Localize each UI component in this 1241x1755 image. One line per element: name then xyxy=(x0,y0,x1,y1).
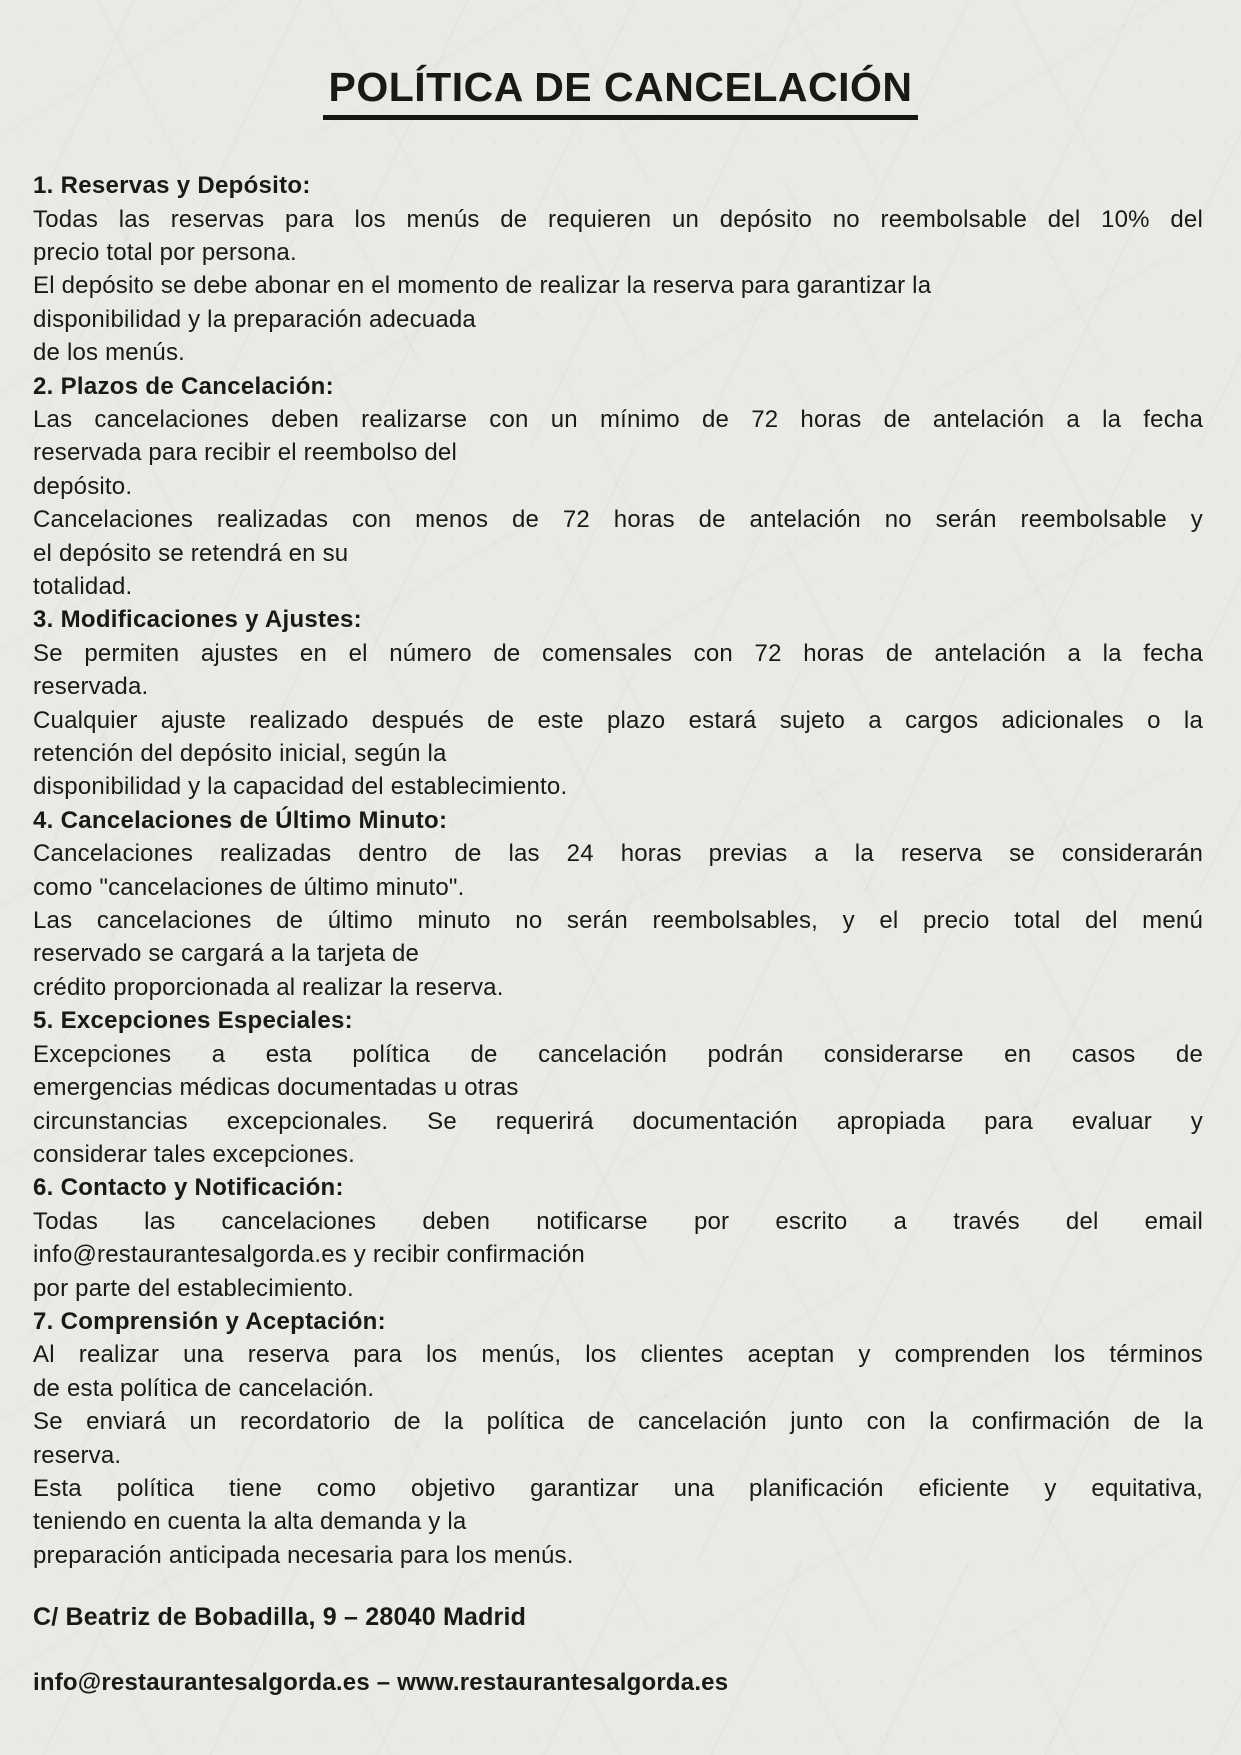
policy-line: Cancelaciones realizadas dentro de las 24 horas previas a la reserva se considerarán xyxy=(33,840,1203,868)
policy-line: Se permiten ajustes en el número de comensales con 72 horas de antelación a la fecha xyxy=(33,639,1203,667)
policy-line: reservada para recibir el reembolso del xyxy=(33,439,458,467)
policy-line: como "cancelaciones de último minuto". xyxy=(33,873,465,901)
policy-line: disponibilidad y la preparación adecuada xyxy=(33,305,476,333)
section-heading: 7. Comprensión y Aceptación: xyxy=(33,1307,386,1335)
policy-line: emergencias médicas documentadas u otras xyxy=(33,1074,519,1102)
section-heading: 1. Reservas y Depósito: xyxy=(33,172,311,200)
section-heading: 6. Contacto y Notificación: xyxy=(33,1174,344,1202)
policy-line: de los menús. xyxy=(33,339,186,367)
policy-line: reserva. xyxy=(33,1441,122,1469)
policy-line: crédito proporcionada al realizar la reserva. xyxy=(33,973,504,1001)
policy-line: de esta política de cancelación. xyxy=(33,1374,375,1402)
policy-body xyxy=(0,169,1241,1572)
footer-contact: info@restaurantesalgorda.es – www.restaurantesalgorda.es xyxy=(33,1669,729,1697)
page-title: POLÍTICA DE CANCELACIÓN xyxy=(323,64,919,120)
policy-line: info@restaurantesalgorda.es y recibir confirmación xyxy=(33,1241,585,1269)
policy-line: Cualquier ajuste realizado después de este plazo estará sujeto a cargos adicionales o la xyxy=(33,706,1203,734)
page-footer xyxy=(0,1600,1241,1700)
policy-line: Las cancelaciones deben realizarse con un mínimo de 72 horas de antelación a la fecha xyxy=(33,405,1203,433)
policy-line: precio total por persona. xyxy=(33,238,297,266)
section-heading: 3. Modificaciones y Ajustes: xyxy=(33,606,362,634)
section-heading: 2. Plazos de Cancelación: xyxy=(33,372,334,400)
policy-line: totalidad. xyxy=(33,573,133,601)
policy-line: retención del depósito inicial, según la xyxy=(33,740,447,768)
policy-line: El depósito se debe abonar en el momento de realizar la reserva para garantizar la xyxy=(33,272,932,300)
policy-line: reservado se cargará a la tarjeta de xyxy=(33,940,420,968)
section-heading: 5. Excepciones Especiales: xyxy=(33,1007,353,1035)
policy-line: considerar tales excepciones. xyxy=(33,1140,355,1168)
policy-line: Todas las cancelaciones deben notificarse por escrito a través del email xyxy=(33,1207,1203,1235)
policy-line: Las cancelaciones de último minuto no serán reembolsables, y el precio total del menú xyxy=(33,907,1203,935)
policy-line: preparación anticipada necesaria para los menús. xyxy=(33,1541,574,1569)
policy-line: reservada. xyxy=(33,673,149,701)
policy-line: por parte del establecimiento. xyxy=(33,1274,354,1302)
policy-line: Esta política tiene como objetivo garantizar una planificación eficiente y equitativa, xyxy=(33,1474,1203,1502)
policy-line: disponibilidad y la capacidad del establecimiento. xyxy=(33,773,568,801)
policy-line: el depósito se retendrá en su xyxy=(33,539,349,567)
policy-line: Excepciones a esta política de cancelación podrán considerarse en casos de xyxy=(33,1040,1203,1068)
section-heading: 4. Cancelaciones de Último Minuto: xyxy=(33,806,448,834)
policy-line: Al realizar una reserva para los menús, los clientes aceptan y comprenden los términos xyxy=(33,1341,1203,1369)
policy-line: Cancelaciones realizadas con menos de 72 horas de antelación no serán reembolsable y xyxy=(33,506,1203,534)
policy-line: Se enviará un recordatorio de la política de cancelación junto con la confirmación de la xyxy=(33,1408,1203,1436)
policy-line: depósito. xyxy=(33,472,133,500)
footer-address: C/ Beatriz de Bobadilla, 9 – 28040 Madrid xyxy=(33,1603,527,1632)
policy-line: teniendo en cuenta la alta demanda y la xyxy=(33,1508,467,1536)
policy-line: circunstancias excepcionales. Se requerirá documentación apropiada para evaluar y xyxy=(33,1107,1203,1135)
title-container xyxy=(0,0,1241,120)
policy-line: Todas las reservas para los menús de requieren un depósito no reembolsable del 10% del xyxy=(33,205,1203,233)
